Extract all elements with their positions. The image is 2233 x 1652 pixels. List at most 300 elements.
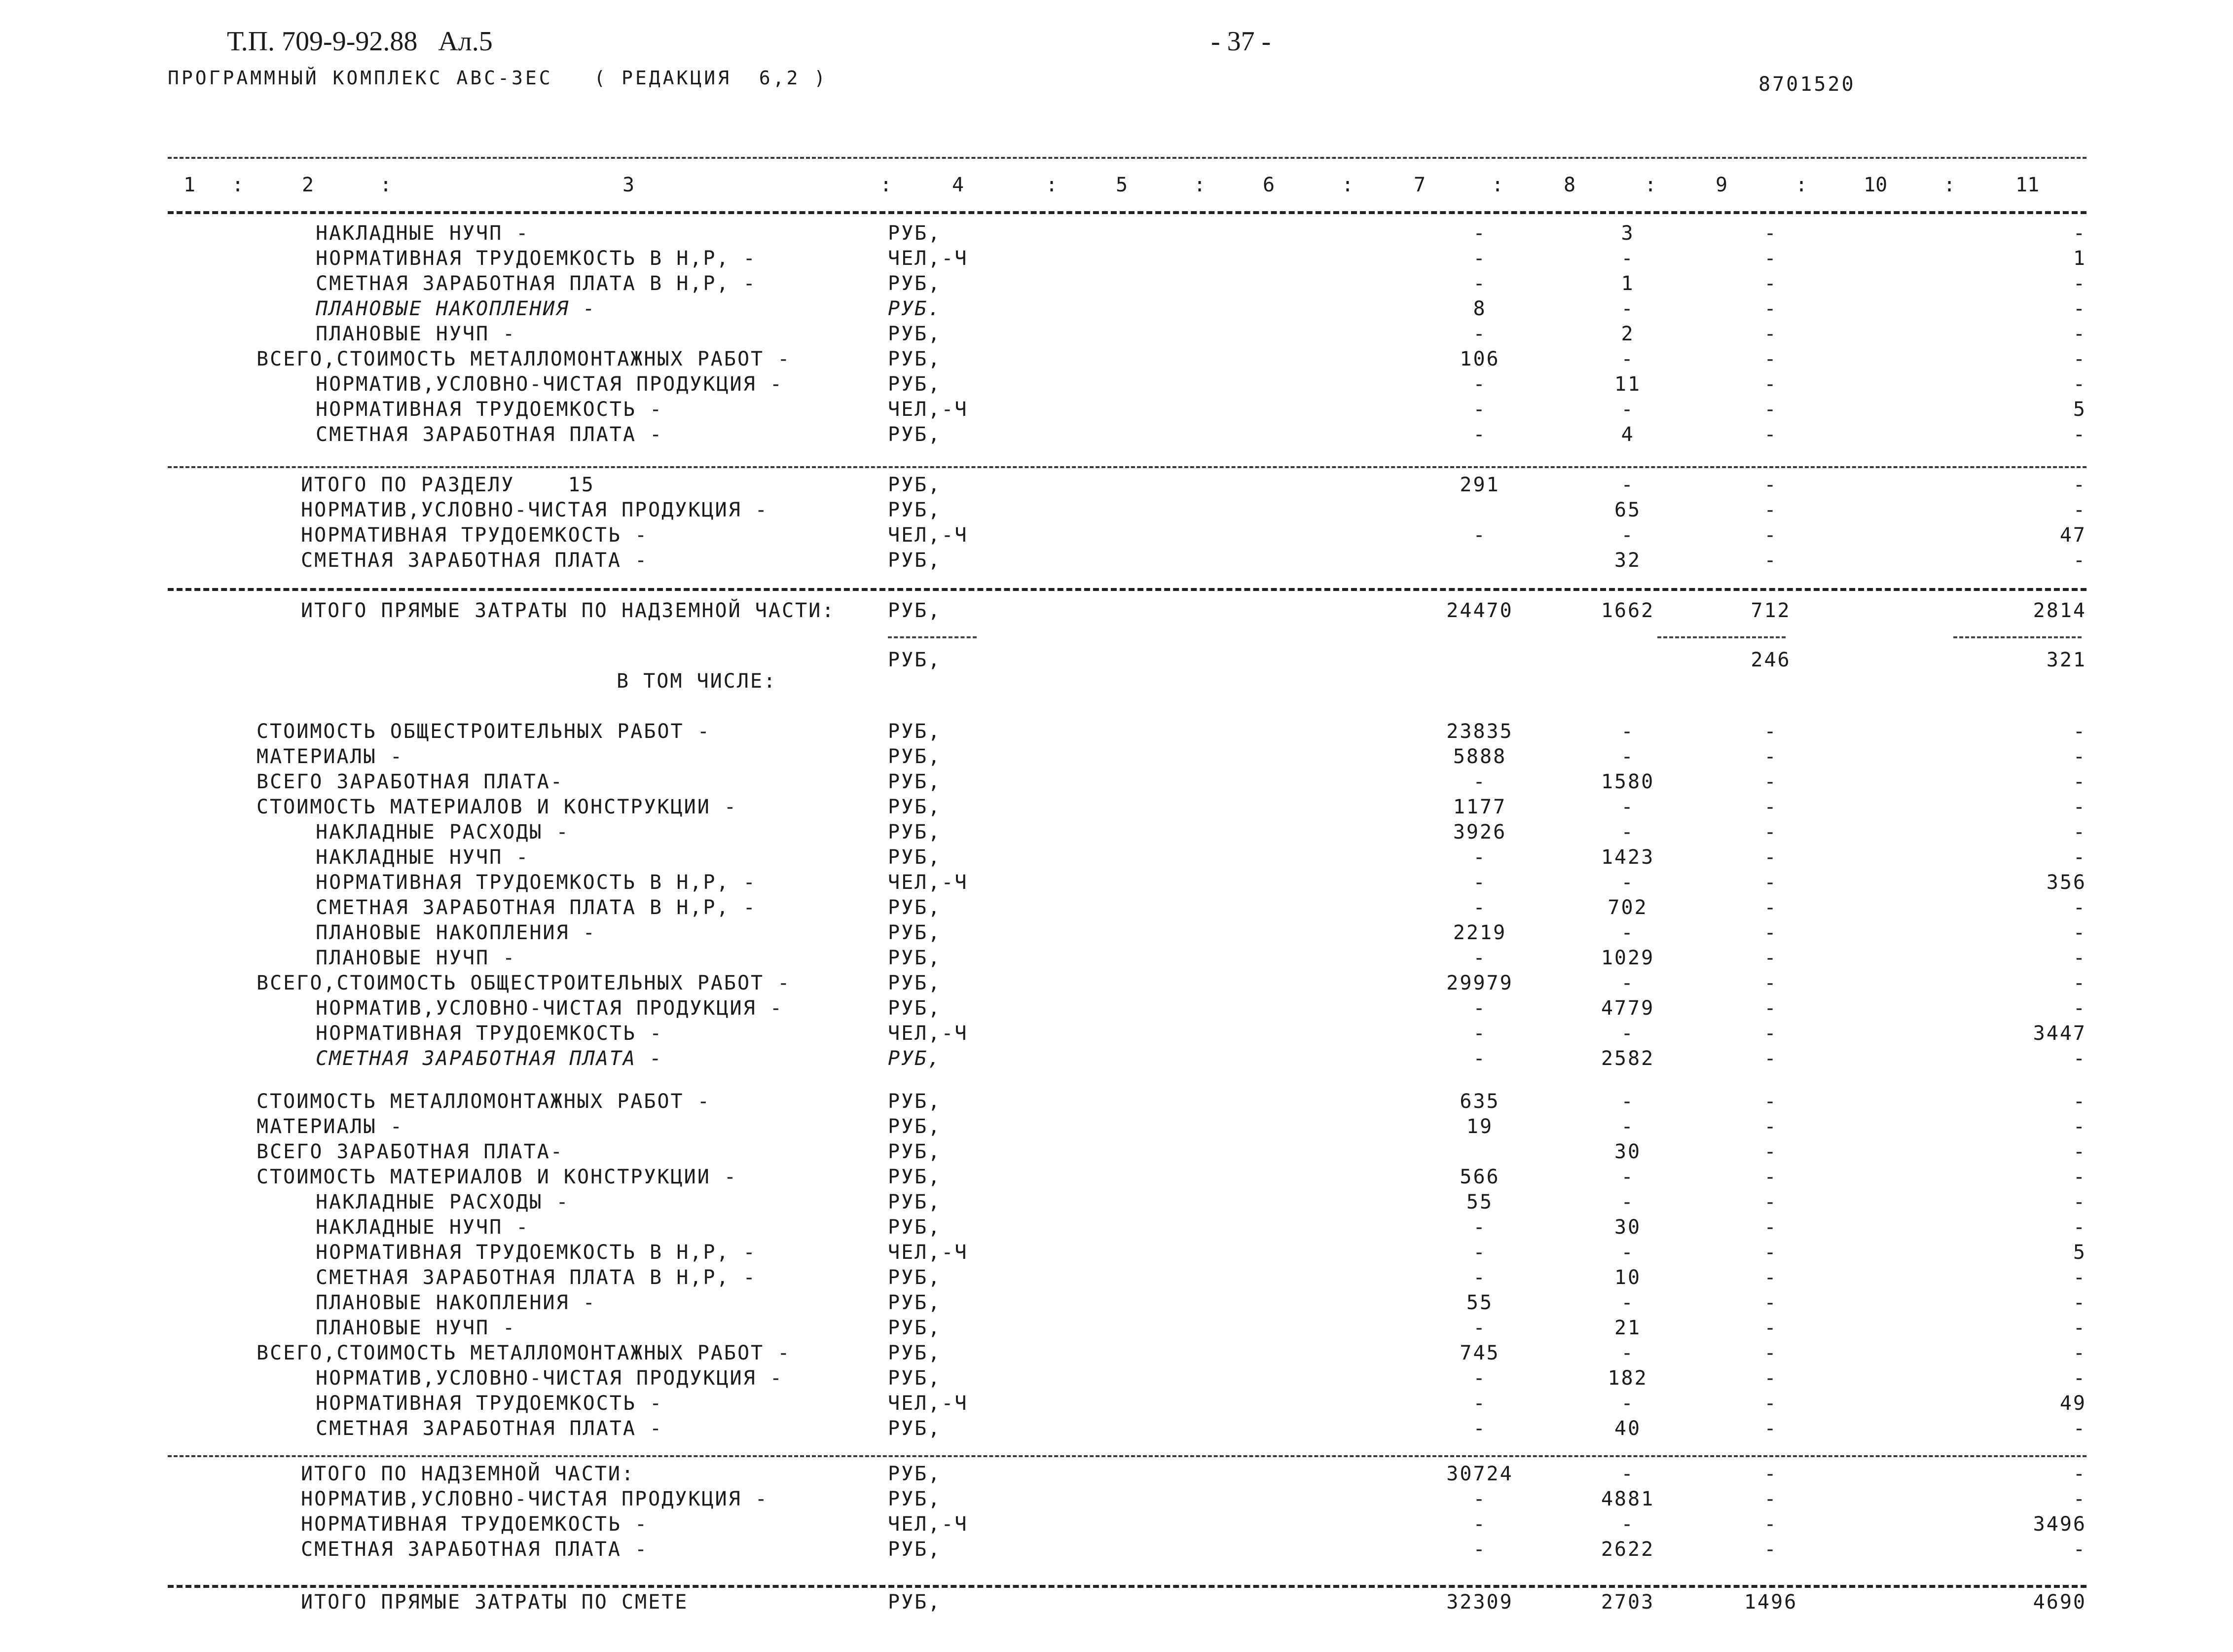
cell-col-9: 1496 [1744, 1591, 1798, 1614]
document-id: Т.П. 709-9-92.88 Ал.5 [227, 26, 493, 57]
column-header-row [0, 174, 2233, 203]
cell-col-11: - [2073, 921, 2087, 944]
row-unit: ЧЕЛ,-Ч [888, 524, 968, 547]
cell-col-7: 566 [1460, 1166, 1500, 1188]
cell-col-8: 1029 [1601, 947, 1655, 969]
col-8: 8 [1564, 174, 1576, 196]
cell-col-8: 4779 [1601, 997, 1655, 1020]
table-row [0, 1140, 2233, 1166]
table-row [0, 599, 2233, 625]
row-unit: РУБ, [888, 423, 942, 446]
row-label: МАТЕРИАЛЫ - [256, 1115, 403, 1138]
cell-col-9: 246 [1751, 649, 1791, 671]
table-row [0, 1463, 2233, 1488]
including-text: В ТОМ ЧИСЛЕ: [617, 670, 777, 693]
table-row [0, 821, 2233, 846]
cell-col-9: - [1764, 222, 1778, 245]
cell-col-8: 4881 [1601, 1488, 1655, 1510]
cell-col-7: - [1473, 398, 1487, 421]
row-unit: РУБ, [888, 745, 942, 768]
cell-col-9: - [1764, 1513, 1778, 1536]
cell-col-11: - [2073, 272, 2087, 295]
cell-col-8: 32 [1614, 549, 1642, 572]
cell-col-11: - [2073, 1317, 2087, 1339]
col-sep: : [1194, 174, 1206, 196]
cell-col-7: - [1473, 1392, 1487, 1415]
row-unit: РУБ, [888, 1291, 942, 1314]
cell-col-8: - [1621, 1022, 1635, 1045]
col-11: 11 [2015, 174, 2040, 196]
cell-col-11: - [2073, 1047, 2087, 1070]
row-label: ИТОГО ПРЯМЫЕ ЗАТРАТЫ ПО СМЕТЕ [301, 1591, 689, 1614]
cell-col-11: - [2073, 348, 2087, 370]
row-unit: РУБ, [888, 1140, 942, 1163]
row-label: МАТЕРИАЛЫ - [256, 745, 403, 768]
cell-col-11: - [2073, 947, 2087, 969]
cell-col-11: - [2073, 1367, 2087, 1390]
row-label: ПЛАНОВЫЕ НУЧП - [316, 1317, 516, 1339]
table-row [0, 398, 2233, 424]
cell-col-11: - [2073, 796, 2087, 818]
row-label: НОРМАТИВ,УСЛОВНО-ЧИСТАЯ ПРОДУКЦИЯ - [316, 1367, 783, 1390]
cell-col-11: - [2073, 821, 2087, 844]
cell-col-9: - [1764, 720, 1778, 743]
program-title: ПРОГРАММНЫЙ КОМПЛЕКС АВС-ЗЕС ( РЕДАКЦИЯ 6,2 ) [168, 67, 828, 89]
row-unit: РУБ, [888, 599, 942, 622]
row-unit: РУБ, [888, 796, 942, 818]
cell-col-9: - [1764, 871, 1778, 894]
cell-col-11: - [2073, 323, 2087, 345]
cell-col-9: - [1764, 972, 1778, 994]
cell-col-11: 3447 [2033, 1022, 2087, 1045]
row-unit: РУБ, [888, 222, 942, 245]
cell-col-11: - [2073, 549, 2087, 572]
table-row [0, 1317, 2233, 1342]
row-label: НАКЛАДНЫЕ НУЧП - [316, 846, 530, 869]
cell-col-11: 356 [2046, 871, 2087, 894]
row-unit: РУБ, [888, 1115, 942, 1138]
row-unit: РУБ, [888, 896, 942, 919]
cell-col-9: - [1764, 821, 1778, 844]
cell-col-7: 2219 [1453, 921, 1507, 944]
row-label: НОРМАТИВНАЯ ТРУДОЕМКОСТЬ - [316, 1392, 663, 1415]
cell-col-7: 32309 [1446, 1591, 1513, 1614]
row-label: НОРМАТИВНАЯ ТРУДОЕМКОСТЬ - [316, 1022, 663, 1045]
row-unit: РУБ, [888, 1367, 942, 1390]
cell-col-8: - [1621, 524, 1635, 547]
row-label: ПЛАНОВЫЕ НАКОПЛЕНИЯ - [316, 921, 596, 944]
row-unit: РУБ, [888, 921, 942, 944]
cell-col-9: - [1764, 1417, 1778, 1440]
row-unit: ЧЕЛ,-Ч [888, 1022, 968, 1045]
cell-col-8: - [1621, 871, 1635, 894]
cell-col-11: - [2073, 499, 2087, 521]
row-label: СМЕТНАЯ ЗАРАБОТНАЯ ПЛАТА - [301, 1538, 649, 1561]
cell-col-7: 5888 [1453, 745, 1507, 768]
row-label: НОРМАТИВНАЯ ТРУДОЕМКОСТЬ В Н,Р, - [316, 247, 757, 270]
cell-col-9: - [1764, 1367, 1778, 1390]
row-unit: РУБ, [888, 373, 942, 396]
row-label: СМЕТНАЯ ЗАРАБОТНАЯ ПЛАТА - [301, 549, 649, 572]
cell-col-9: - [1764, 1463, 1778, 1485]
row-label: СТОИМОСТЬ ОБЩЕСТРОИТЕЛЬНЫХ РАБОТ - [256, 720, 711, 743]
cell-col-8: - [1621, 474, 1635, 496]
cell-col-7: - [1473, 896, 1487, 919]
table-row [0, 1488, 2233, 1513]
cell-col-9: - [1764, 896, 1778, 919]
row-label: СМЕТНАЯ ЗАРАБОТНАЯ ПЛАТА - [316, 1417, 663, 1440]
cell-col-8: 4 [1621, 423, 1635, 446]
table-row [0, 1047, 2233, 1073]
cell-col-7: 745 [1460, 1342, 1500, 1364]
cell-col-11: - [2073, 423, 2087, 446]
row-label: ПЛАНОВЫЕ НАКОПЛЕНИЯ - [316, 297, 596, 320]
table-row [0, 549, 2233, 575]
table-row [0, 871, 2233, 897]
cell-col-7: - [1473, 1538, 1487, 1561]
cell-col-9: - [1764, 549, 1778, 572]
row-label: НОРМАТИВНАЯ ТРУДОЕМКОСТЬ - [301, 1513, 649, 1536]
cell-col-7: - [1473, 871, 1487, 894]
cell-col-11: - [2073, 1166, 2087, 1188]
cell-col-8: - [1621, 1392, 1635, 1415]
row-label: НАКЛАДНЫЕ НУЧП - [316, 1216, 530, 1239]
col-sep: : [232, 174, 244, 196]
cell-col-8: 1423 [1601, 846, 1655, 869]
cell-col-8: - [1621, 796, 1635, 818]
row-unit: ЧЕЛ,-Ч [888, 1513, 968, 1536]
cell-col-8: 1 [1621, 272, 1635, 295]
table-row [0, 1090, 2233, 1116]
row-label: ИТОГО ПО НАДЗЕМНОЙ ЧАСТИ: [301, 1463, 635, 1485]
cell-col-9: - [1764, 1022, 1778, 1045]
table-row [0, 222, 2233, 248]
cell-col-7: - [1473, 222, 1487, 245]
cell-col-9: - [1764, 373, 1778, 396]
cell-col-7: - [1473, 947, 1487, 969]
cell-col-11: - [2073, 1191, 2087, 1213]
row-label: НОРМАТИВ,УСЛОВНО-ЧИСТАЯ ПРОДУКЦИЯ - [301, 1488, 769, 1510]
cell-col-9: - [1764, 1047, 1778, 1070]
col-sep: : [1046, 174, 1058, 196]
cell-col-11: - [2073, 1266, 2087, 1289]
row-unit: РУБ, [888, 1417, 942, 1440]
cell-col-8: 11 [1614, 373, 1642, 396]
cell-col-11: - [2073, 1140, 2087, 1163]
row-unit: РУБ, [888, 474, 942, 496]
cell-col-7: 30724 [1446, 1463, 1513, 1485]
cell-col-9: - [1764, 1090, 1778, 1113]
table-row [0, 1115, 2233, 1141]
section-rule [168, 466, 2087, 468]
cell-col-8: - [1621, 972, 1635, 994]
cell-col-9: - [1764, 1115, 1778, 1138]
row-unit: РУБ, [888, 1463, 942, 1485]
cell-col-11: 5 [2073, 1241, 2087, 1264]
col-sep: : [380, 174, 392, 196]
row-label: СМЕТНАЯ ЗАРАБОТНАЯ ПЛАТА В Н,Р, - [316, 1266, 757, 1289]
cell-col-9: - [1764, 947, 1778, 969]
row-unit: РУБ, [888, 323, 942, 345]
cell-col-8: - [1621, 348, 1635, 370]
row-label: НОРМАТИВНАЯ ТРУДОЕМКОСТЬ - [301, 524, 649, 547]
cell-col-8: - [1621, 821, 1635, 844]
cell-col-7: - [1473, 1216, 1487, 1239]
cell-col-9: - [1764, 272, 1778, 295]
cell-col-9: - [1764, 796, 1778, 818]
cell-col-9: - [1764, 1166, 1778, 1188]
cell-col-8: 1580 [1601, 771, 1655, 793]
cell-col-8: 2622 [1601, 1538, 1655, 1561]
cell-col-11: 49 [2059, 1392, 2087, 1415]
cell-col-9: - [1764, 1241, 1778, 1264]
cell-col-9: - [1764, 247, 1778, 270]
row-unit: РУБ, [888, 1342, 942, 1364]
table-row [0, 796, 2233, 821]
cell-col-9: - [1764, 1140, 1778, 1163]
cell-col-8: - [1621, 745, 1635, 768]
cell-col-7: 19 [1466, 1115, 1494, 1138]
row-label: СТОИМОСТЬ МЕТАЛЛОМОНТАЖНЫХ РАБОТ - [256, 1090, 711, 1113]
cell-col-7: - [1473, 373, 1487, 396]
table-row [0, 1417, 2233, 1443]
row-unit: ЧЕЛ,-Ч [888, 398, 968, 421]
cell-col-11: 47 [2059, 524, 2087, 547]
cell-col-11: - [2073, 1342, 2087, 1364]
cell-col-11: - [2073, 1488, 2087, 1510]
table-row [0, 1392, 2233, 1418]
cell-col-11: - [2073, 1463, 2087, 1485]
cell-col-11: - [2073, 745, 2087, 768]
cell-col-11: 2814 [2033, 599, 2087, 622]
col-3: 3 [622, 174, 635, 196]
cell-col-11: - [2073, 1417, 2087, 1440]
cell-col-7: - [1473, 524, 1487, 547]
row-label: НОРМАТИВ,УСЛОВНО-ЧИСТАЯ ПРОДУКЦИЯ - [316, 997, 783, 1020]
table-row [0, 323, 2233, 348]
cell-col-7: - [1473, 1513, 1487, 1536]
row-label: СМЕТНАЯ ЗАРАБОТНАЯ ПЛАТА - [316, 1047, 663, 1070]
cell-col-11: - [2073, 1291, 2087, 1314]
cell-col-7: 8 [1473, 297, 1487, 320]
row-label: ВСЕГО,СТОИМОСТЬ ОБЩЕСТРОИТЕЛЬНЫХ РАБОТ - [256, 972, 791, 994]
col-sep: : [880, 174, 892, 196]
cell-col-11: - [2073, 1538, 2087, 1561]
cell-col-9: - [1764, 846, 1778, 869]
cell-col-7: - [1473, 997, 1487, 1020]
cell-col-8: 65 [1614, 499, 1642, 521]
cell-col-8: 702 [1608, 896, 1648, 919]
table-row [0, 947, 2233, 972]
cell-col-7: - [1473, 1317, 1487, 1339]
table-row [0, 1191, 2233, 1216]
document-code: 8701520 [1758, 73, 1856, 96]
cell-col-7: - [1473, 1022, 1487, 1045]
subtotal-underline [1953, 636, 2082, 638]
row-label: ИТОГО ПРЯМЫЕ ЗАТРАТЫ ПО НАДЗЕМНОЙ ЧАСТИ: [301, 599, 836, 622]
row-label: ПЛАНОВЫЕ НУЧП - [316, 323, 516, 345]
cell-col-7: 23835 [1446, 720, 1513, 743]
cell-col-9: - [1764, 1266, 1778, 1289]
table-row [0, 1591, 2233, 1616]
cell-col-11: 1 [2073, 247, 2087, 270]
row-unit: РУБ, [888, 1166, 942, 1188]
cell-col-11: - [2073, 373, 2087, 396]
cell-col-8: - [1621, 1463, 1635, 1485]
cell-col-7: 1177 [1453, 796, 1507, 818]
row-label: СМЕТНАЯ ЗАРАБОТНАЯ ПЛАТА В Н,Р, - [316, 272, 757, 295]
row-label: НОРМАТИВНАЯ ТРУДОЕМКОСТЬ В Н,Р, - [316, 1241, 757, 1264]
cell-col-8: - [1621, 1090, 1635, 1113]
table-row [0, 524, 2233, 550]
row-label: СТОИМОСТЬ МАТЕРИАЛОВ И КОНСТРУКЦИИ - [256, 796, 737, 818]
cell-col-7: - [1473, 846, 1487, 869]
row-unit: РУБ, [888, 947, 942, 969]
cell-col-11: - [2073, 771, 2087, 793]
row-label: ПЛАНОВЫЕ НУЧП - [316, 947, 516, 969]
row-unit: РУБ, [888, 1488, 942, 1510]
cell-col-7: - [1473, 1266, 1487, 1289]
cell-col-9: - [1764, 297, 1778, 320]
row-unit: РУБ, [888, 997, 942, 1020]
table-row [0, 474, 2233, 499]
table-row [0, 272, 2233, 298]
cell-col-7: 106 [1460, 348, 1500, 370]
row-unit: РУБ, [888, 1538, 942, 1561]
col-1: 1 [183, 174, 196, 196]
table-row [0, 771, 2233, 796]
row-label: НОРМАТИВНАЯ ТРУДОЕМКОСТЬ В Н,Р, - [316, 871, 757, 894]
cell-col-11: - [2073, 846, 2087, 869]
table-row [0, 1538, 2233, 1564]
col-sep: : [1492, 174, 1504, 196]
cell-col-8: - [1621, 1166, 1635, 1188]
column-header-rule [168, 211, 2087, 214]
cell-col-7: - [1473, 771, 1487, 793]
row-unit: РУБ, [888, 1317, 942, 1339]
cell-col-9: - [1764, 474, 1778, 496]
cell-col-9: - [1764, 921, 1778, 944]
cell-col-8: 2582 [1601, 1047, 1655, 1070]
row-label: НАКЛАДНЫЕ НУЧП - [316, 222, 530, 245]
table-row [0, 972, 2233, 997]
cell-col-11: 321 [2046, 649, 2087, 671]
row-unit: ЧЕЛ,-Ч [888, 1241, 968, 1264]
section-rule [168, 1455, 2087, 1457]
cell-col-8: 30 [1614, 1140, 1642, 1163]
cell-col-8: - [1621, 1342, 1635, 1364]
cell-col-7: - [1473, 423, 1487, 446]
table-row [0, 297, 2233, 323]
row-unit: РУБ, [888, 499, 942, 521]
cell-col-8: 2703 [1601, 1591, 1655, 1614]
cell-col-7: - [1473, 1241, 1487, 1264]
cell-col-11: 5 [2073, 398, 2087, 421]
table-row [0, 1513, 2233, 1539]
cell-col-7: 29979 [1446, 972, 1513, 994]
cell-col-8: 10 [1614, 1266, 1642, 1289]
row-label: ВСЕГО ЗАРАБОТНАЯ ПЛАТА- [256, 1140, 564, 1163]
subtotal-underline [1657, 636, 1786, 638]
row-unit: ЧЕЛ,-Ч [888, 1392, 968, 1415]
table-row [0, 1266, 2233, 1292]
table-row [0, 373, 2233, 399]
table-row [0, 1291, 2233, 1317]
cell-col-11: - [2073, 997, 2087, 1020]
table-row [0, 1166, 2233, 1191]
col-2: 2 [302, 174, 314, 196]
table-row [0, 846, 2233, 872]
table-row [0, 1367, 2233, 1393]
row-unit: РУБ, [888, 771, 942, 793]
cell-col-9: - [1764, 1538, 1778, 1561]
row-label: НАКЛАДНЫЕ РАСХОДЫ - [316, 821, 570, 844]
cell-col-11: - [2073, 222, 2087, 245]
cell-col-11: - [2073, 1090, 2087, 1113]
page-number: - 37 - [1211, 26, 1271, 57]
cell-col-9: 712 [1751, 599, 1791, 622]
cell-col-9: - [1764, 1488, 1778, 1510]
cell-col-8: 182 [1608, 1367, 1648, 1390]
row-unit: РУБ, [888, 821, 942, 844]
col-6: 6 [1263, 174, 1275, 196]
cell-col-8: 1662 [1601, 599, 1655, 622]
cell-col-8: - [1621, 720, 1635, 743]
cell-col-11: - [2073, 1115, 2087, 1138]
cell-col-9: - [1764, 423, 1778, 446]
row-label: НОРМАТИВ,УСЛОВНО-ЧИСТАЯ ПРОДУКЦИЯ - [301, 499, 769, 521]
col-7: 7 [1414, 174, 1426, 196]
row-label: НОРМАТИВ,УСЛОВНО-ЧИСТАЯ ПРОДУКЦИЯ - [316, 373, 783, 396]
cell-col-8: 21 [1614, 1317, 1642, 1339]
row-label: ПЛАНОВЫЕ НАКОПЛЕНИЯ - [316, 1291, 596, 1314]
cell-col-8: - [1621, 1291, 1635, 1314]
row-label: ВСЕГО,СТОИМОСТЬ МЕТАЛЛОМОНТАЖНЫХ РАБОТ - [256, 348, 791, 370]
cell-col-9: - [1764, 499, 1778, 521]
cell-col-11: - [2073, 297, 2087, 320]
row-label: ВСЕГО ЗАРАБОТНАЯ ПЛАТА- [256, 771, 564, 793]
cell-col-7: 24470 [1446, 599, 1513, 622]
table-row [0, 1216, 2233, 1242]
cell-col-7: 291 [1460, 474, 1500, 496]
row-unit: РУБ, [888, 348, 942, 370]
cell-col-8: - [1621, 398, 1635, 421]
cell-col-8: 40 [1614, 1417, 1642, 1440]
table-row [0, 997, 2233, 1023]
table-row [0, 896, 2233, 922]
row-unit: РУБ, [888, 972, 942, 994]
cell-col-11: 3496 [2033, 1513, 2087, 1536]
col-4: 4 [952, 174, 964, 196]
table-row [0, 1241, 2233, 1267]
cell-col-9: - [1764, 1291, 1778, 1314]
cell-col-8: - [1621, 247, 1635, 270]
cell-col-11: - [2073, 1216, 2087, 1239]
cell-col-9: - [1764, 1216, 1778, 1239]
cell-col-7: 55 [1466, 1291, 1494, 1314]
table-row [0, 247, 2233, 273]
section-rule [168, 588, 2087, 591]
subtotal-underline [888, 636, 977, 638]
cell-col-8: 30 [1614, 1216, 1642, 1239]
col-sep: : [1795, 174, 1808, 196]
cell-col-11: - [2073, 720, 2087, 743]
cell-col-9: - [1764, 398, 1778, 421]
row-label: СТОИМОСТЬ МАТЕРИАЛОВ И КОНСТРУКЦИИ - [256, 1166, 737, 1188]
cell-col-7: - [1473, 272, 1487, 295]
row-label: НОРМАТИВНАЯ ТРУДОЕМКОСТЬ - [316, 398, 663, 421]
cell-col-7: - [1473, 323, 1487, 345]
